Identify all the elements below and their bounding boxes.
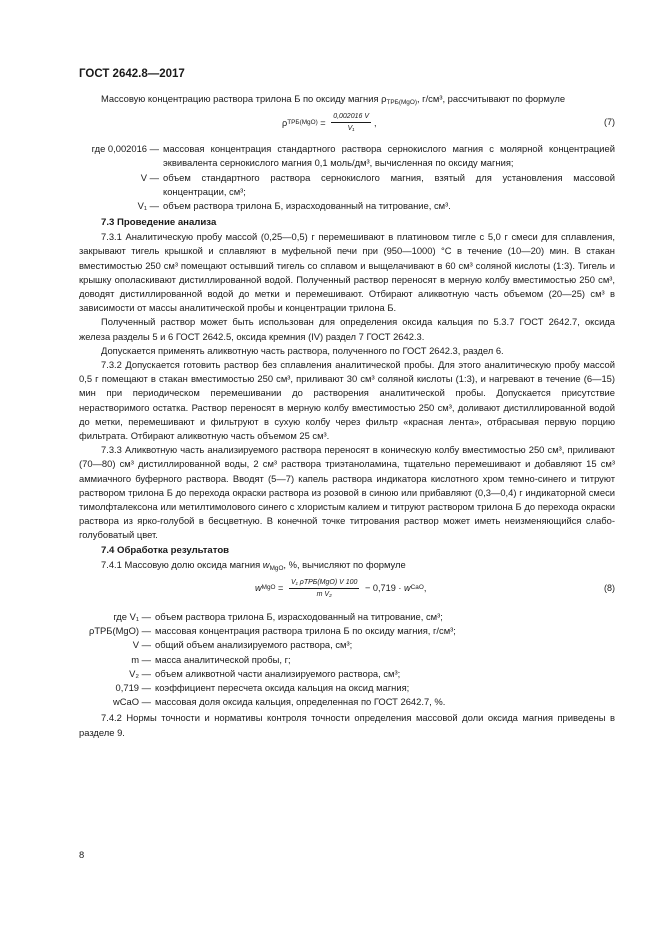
formula-7-number: (7) [604, 117, 615, 128]
legend-item: ρТРБ(MgO) — массовая концентрация раствора трилона Б по оксиду магния, г/см³; [88, 625, 456, 637]
paragraph: Полученный раствор может быть использован для определения оксида кальция по 5.3.7 ГОСТ 2642.7, оксида железа разделы 5 и 6 ГОСТ 2642.5, оксида кремния (IV) раздел 7 ГОСТ 2642.3. [79, 316, 615, 342]
legend-item: V — объем стандартного раствора сернокислого магния, взятый для установления массовой концентрации, см³; [140, 171, 615, 197]
legend-item: m — масса аналитической пробы, г; [131, 653, 291, 665]
document-body [79, 90, 615, 740]
legend-item: V₁ — объем раствора трилона Б, израсходованный на титрование, см³. [137, 200, 451, 212]
formula-8-legend [79, 610, 615, 709]
paragraph-7-3-3: 7.3.3 Аликвотную часть анализируемого раствора переносят в коническую колбу вместимостью 250 см³, приливают (70—80) см³ дистиллированной воды, 2 см³ раствора триэтаноламина, тщательно перемешивают и добавляют 15 см³ аммиачного буферного раствора. Вводят (5—7) капель раствора индикатора кислотного хром темно-синего и титруют раствором трилона Б до перехода окраски раствора из розовой в синюю или прибавляют (0,3—0,4) г индикаторной смеси тимолфталексона или метилтимолового синего с хлористым калием и титруют раствором трилона Б до перехода окраски раствора из ярко-голубой в бесцветную. В конечной точке титрования раствор может иметь неизменяющийся слабо-голубоватый цвет. [79, 444, 615, 541]
legend-item: 0,719 — коэффициент пересчета оксида кальция на оксид магния; [115, 681, 410, 693]
legend-item: V — общий объем анализируемого раствора, см³; [132, 639, 353, 651]
intro-paragraph: Массовую концентрацию раствора трилона Б по оксиду магния $\rho_{ТРБ(MgO)}$, г/см³, рассчитывают по формуле [101, 93, 566, 106]
formula-7: ρ ТРБ(MgO) = $\frac{0,002016 V}{\text{V₁}}$ , (7) [282, 113, 615, 133]
paragraph-7-4-2: 7.4.2 Нормы точности и нормативы контроля точности определения массовой доли оксида магния приведены в разделе 9. [79, 712, 615, 738]
legend-item: где 0,002016 — массовая концентрация стандартного раствора сернокислого магния с молярной концентрацией эквивалента сернокислого магния 0,1 моль/дм³, вычисленная по оксиду магния; [91, 143, 615, 169]
formula-8-number: (8) [604, 582, 615, 593]
paragraph-7-3-1: 7.3.1 Аналитическую пробу массой (0,25—0,5) г перемешивают в платиновом тигле с 5,0 г смеси для сплавления, закрывают тигель крышкой и сплавляют в муфельной печи при (950—1000) °С в течение (10—20) мин. В стакан вместимостью 250 см³ помещают остывший тигель со сплавом и выщелачивают в 60 см³ соляной кислоты (1:3). Тигель и крышку ополаскивают дистиллированной водой. Полученный раствор переносят в мерную колбу вместимостью 250 см³, доводят дистиллированной водой до метки и перемешивают. Отбирают аликвотную часть объемом (20—25) см³ в зависимости от массы аналитической пробы и концентрации трилона Б. [79, 231, 615, 314]
paragraph: Допускается применять аликвотную часть раствора, полученного по ГОСТ 2642.3, раздел 6. [101, 344, 504, 356]
formula-8-fraction: $\frac{\text{V₁ ρТРБ(MgO) V 100}}{\text{m V₂}}$ [290, 578, 358, 598]
section-7-3-title: 7.3 Проведение анализа [101, 217, 217, 229]
paragraph-7-4-1: 7.4.1 Массовую долю оксида магния $w_{MgO}$, %, вычисляют по формуле [101, 558, 406, 572]
rho-symbol: ρ [381, 93, 387, 104]
document-header: ГОСТ 2642.8—2017 [79, 68, 185, 80]
formula-7-fraction: $\frac{0,002016 V}{\text{V₁}}$ [333, 113, 369, 133]
paragraph-7-3-2: 7.3.2 Допускается готовить раствор без сплавления аналитической пробы. Для этого аналитическую пробу массой 0,5 г помещают в стакан вместимостью 250 см³, приливают 30 см³ соляной кислоты (1:3), и нагревают в течение (6—15) мин при периодическом перемешивании до растворения аналитической пробы. Допускается присутствие нерастворимого остатка. Раствор переносят в мерную колбу вместимостью 250 см³, доливают дистиллированной водой до метки, перемешивают и фильтруют в сухую колбу через фильтр «красная лента», отбрасывая первую порцию фильтрата. Отбирают аликвотную часть объемом 25 см³. [79, 359, 615, 442]
legend-item: V₂ — объем аликвотной части анализируемого раствора, см³; [129, 667, 401, 679]
legend-item: где V₁ — объем раствора трилона Б, израсходованный на титрование, см³; [113, 610, 443, 622]
section-7-4-title: 7.4 Обработка результатов [101, 544, 230, 556]
formula-7-legend [79, 142, 615, 213]
legend-item: wCaO — массовая доля оксида кальция, определенная по ГОСТ 2642.7, %. [112, 696, 446, 708]
page-number: 8 [79, 849, 85, 860]
formula-8: w MgO = $\frac{\text{V₁ ρТРБ(MgO) V 100}}{\text{m V₂}}$ − 0,719 · w CaO , (8) [255, 578, 615, 598]
